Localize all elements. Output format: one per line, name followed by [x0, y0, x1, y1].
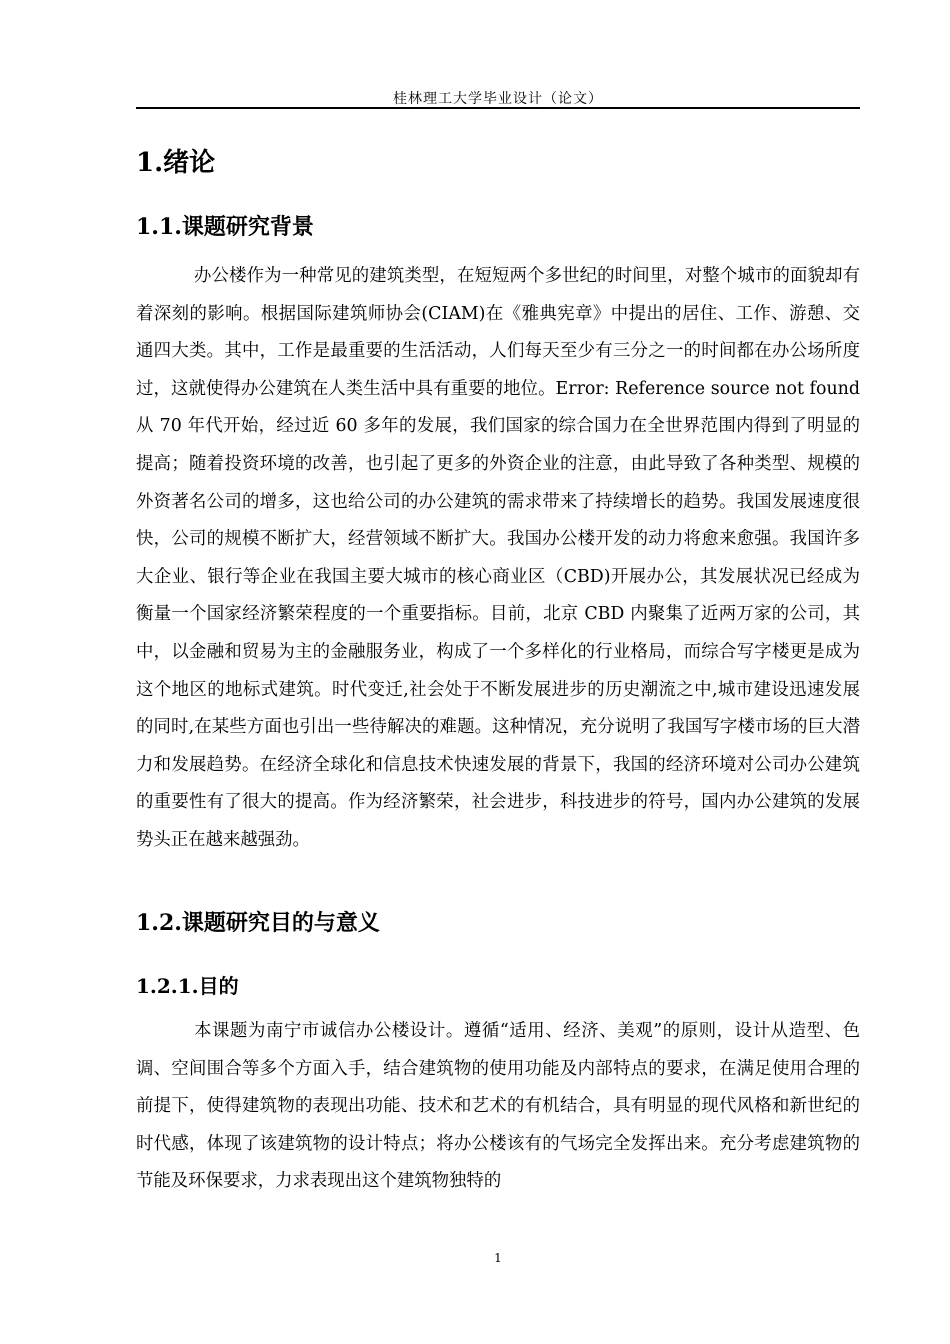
chapter-heading: 1.绪论 — [136, 148, 216, 178]
section-heading-background: 1.1.课题研究背景 — [136, 214, 314, 240]
page-number: 1 — [494, 1251, 502, 1265]
page-header-title: 桂林理工大学毕业设计（论文） — [393, 91, 603, 107]
paragraph-goal: 本课题为南宁市诚信办公楼设计。遵循“适用、经济、美观”的原则，设计从造型、色调、空间围合等多个方面入手，结合建筑物的使用功能及内部特点的要求，在满足使用合理的前提下，使得建筑物的表现出功能、技术和艺术的有机结合，具有明显的现代风格和新世纪的时代感，体现了该建筑物的设计特点；将办公楼该有的气场完全发挥出来。充分考虑建筑物的节能及环保要求，力求表现出这个建筑物独特的 — [136, 1021, 860, 1192]
section-heading-purpose: 1.2.课题研究目的与意义 — [136, 910, 380, 936]
paragraph-background: 办公楼作为一种常见的建筑类型，在短短两个多世纪的时间里，对整个城市的面貌却有着深刻的影响。根据国际建筑师协会(CIAM)在《雅典宪章》中提出的居住、工作、游憩、交通四大类。其中，工作是最重要的生活活动，人们每天至少有三分之一的时间都在办公场所度过，这就使得办公建筑在人类生活中具有重要的地位。Error: Reference source not found 从 70 年代开始，经过近 60 多年的发展，我们国家的综合国力在全世界范围内得到了明显的提高；随着投资环境的改善，也引起了更多的外资企业的注意，由此导致了各种类型、规模的外资著名公司的增多，这也给公司的办公建筑的需求带来了持续增长的趋势。我国发展速度很快，公司的规模不断扩大，经营领域不断扩大。我国办公楼开发的动力将愈来愈强。我国许多大企业、银行等企业在我国主要大城市的核心商业区（CBD)开展办公，其发展状况已经成为衡量一个国家经济繁荣程度的一个重要指标。目前，北京 CBD 内聚集了近两万家的公司，其中，以金融和贸易为主的金融服务业，构成了一个多样化的行业格局，而综合写字楼更是成为这个地区的地标式建筑。时代变迁,社会处于不断发展进步的历史潮流之中,城市建设迅速发展的同时,在某些方面也引出一些待解决的难题。这种情况，充分说明了我国写字楼市场的巨大潜力和发展趋势。在经济全球化和信息技术快速发展的背景下，我国的经济环境对公司办公建筑的重要性有了很大的提高。作为经济繁荣，社会进步，科技进步的符号，国内办公建筑的发展势头正在越来越强劲。 — [136, 266, 860, 850]
subsection-heading-goal: 1.2.1.目的 — [136, 974, 239, 998]
header-divider — [136, 107, 860, 109]
